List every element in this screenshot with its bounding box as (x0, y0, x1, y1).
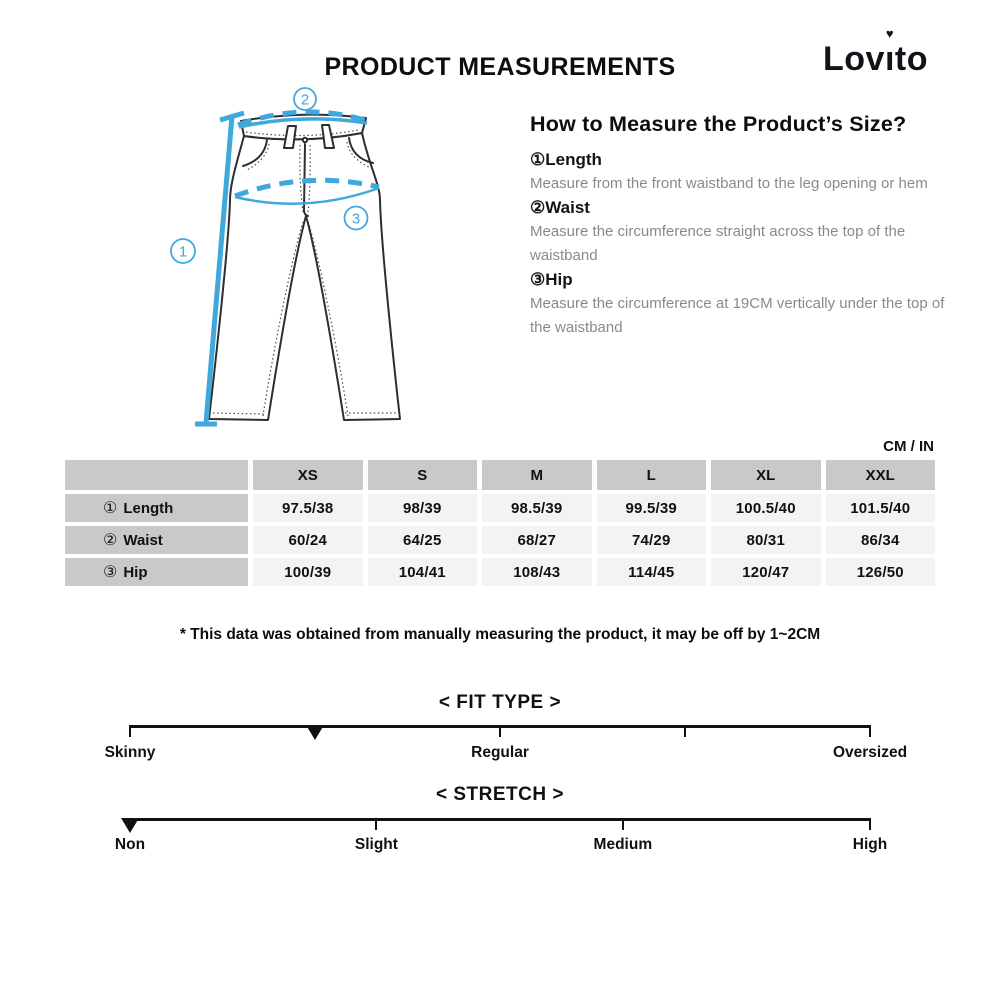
fit-label-oversized: Oversized (832, 744, 908, 761)
pants-diagram (155, 85, 480, 440)
cell-waist-s: 64/25 (368, 526, 478, 554)
circled-1-digit: 1 (178, 243, 188, 261)
cell-hip-xxl: 126/50 (826, 558, 936, 586)
fit-label-skinny: Skinny (104, 744, 156, 761)
fly-button (303, 138, 307, 142)
instruction-waist-label: Waist (545, 198, 590, 217)
fit-tick-100 (869, 725, 871, 737)
cell-length-s: 98/39 (368, 494, 478, 522)
cell-waist-xxl: 86/34 (826, 526, 936, 554)
fit-type-title: < FIT TYPE > (438, 692, 562, 713)
cell-length-l: 99.5/39 (597, 494, 707, 522)
logo-text: Lov (823, 40, 885, 78)
cell-length-xxl: 101.5/40 (826, 494, 936, 522)
stretch-label-slight: Slight (354, 836, 398, 853)
logo-i (884, 26, 895, 79)
stretch-tick-100 (869, 818, 871, 830)
instruction-length-label: Length (545, 150, 602, 169)
stretch-label-medium: Medium (593, 836, 653, 853)
cell-hip-xs: 100/39 (253, 558, 363, 586)
brand-logo (823, 26, 928, 79)
table-header-s: S (368, 460, 478, 490)
table-header-xxl: XXL (826, 460, 936, 490)
fit-type-scale-bar (130, 725, 870, 728)
table-header-m: M (482, 460, 592, 490)
cell-length-xl: 100.5/40 (711, 494, 821, 522)
instruction-length-title (530, 148, 945, 172)
instruction-hip-label: Hip (545, 270, 573, 289)
circled-3-digit: 3 (351, 210, 361, 228)
page-title: PRODUCT MEASUREMENTS (324, 53, 676, 81)
unit-label: CM / IN (883, 438, 934, 455)
row-label-hip (65, 558, 248, 586)
instruction-waist-title (530, 196, 945, 220)
table-header-empty (65, 460, 248, 490)
stretch-label-high: High (852, 836, 888, 853)
logo-text-2: to (894, 40, 928, 78)
fit-tick-50 (499, 725, 501, 737)
instruction-waist-desc: Measure the circumference straight across the top of the waistband (530, 223, 906, 264)
row-label-waist (65, 526, 248, 554)
cell-waist-xs: 60/24 (253, 526, 363, 554)
stretch-marker-icon (121, 818, 139, 833)
instruction-hip-desc: Measure the circumference at 19CM vertically under the top of the waistband (530, 295, 945, 336)
measurement-disclaimer: * This data was obtained from manually measuring the product, it may be off by 1~2CM (179, 626, 821, 643)
circled-2-digit: 2 (300, 91, 310, 109)
fit-label-regular: Regular (471, 744, 529, 761)
row-label-text: Hip (123, 563, 148, 581)
row-label-length (65, 494, 248, 522)
cell-length-xs: 97.5/38 (253, 494, 363, 522)
circled-2-glyph: ② (103, 532, 118, 549)
length-line-top-cap (220, 113, 244, 120)
cell-hip-s: 104/41 (368, 558, 478, 586)
heart-icon: ♥ (885, 26, 895, 41)
stretch-scale-bar (130, 818, 870, 821)
cell-hip-xl: 120/47 (711, 558, 821, 586)
row-label-text: Waist (123, 531, 163, 549)
fit-type-marker-icon (306, 725, 324, 740)
fit-tick-75 (684, 725, 686, 737)
instructions-heading: How to Measure the Product’s Size? (530, 112, 907, 136)
stretch-tick-66 (622, 818, 624, 830)
size-table (65, 460, 935, 586)
cell-waist-xl: 80/31 (711, 526, 821, 554)
cell-hip-l: 114/45 (597, 558, 707, 586)
cell-waist-l: 74/29 (597, 526, 707, 554)
stretch-title: < STRETCH > (436, 784, 564, 805)
stretch-labels (114, 836, 888, 858)
circled-3-glyph: ③ (103, 564, 118, 581)
circled-1-glyph: ① (530, 150, 546, 169)
circled-1-glyph: ① (103, 500, 118, 517)
fit-tick-0 (129, 725, 131, 737)
stretch-label-non: Non (114, 836, 146, 853)
logo-i-stem: ı (884, 40, 895, 78)
circled-2-glyph: ② (530, 198, 546, 217)
circled-3-glyph: ③ (530, 270, 546, 289)
measure-instructions (530, 112, 945, 340)
cell-waist-m: 68/27 (482, 526, 592, 554)
table-header-l: L (597, 460, 707, 490)
cell-length-m: 98.5/39 (482, 494, 592, 522)
table-header-xs: XS (253, 460, 363, 490)
stretch-tick-33 (375, 818, 377, 830)
table-header-xl: XL (711, 460, 821, 490)
instruction-hip-title (530, 268, 945, 292)
instruction-length-desc: Measure from the front waistband to the leg opening or hem (530, 175, 928, 192)
fit-type-labels (104, 744, 908, 766)
row-label-text: Length (123, 499, 174, 517)
cell-hip-m: 108/43 (482, 558, 592, 586)
